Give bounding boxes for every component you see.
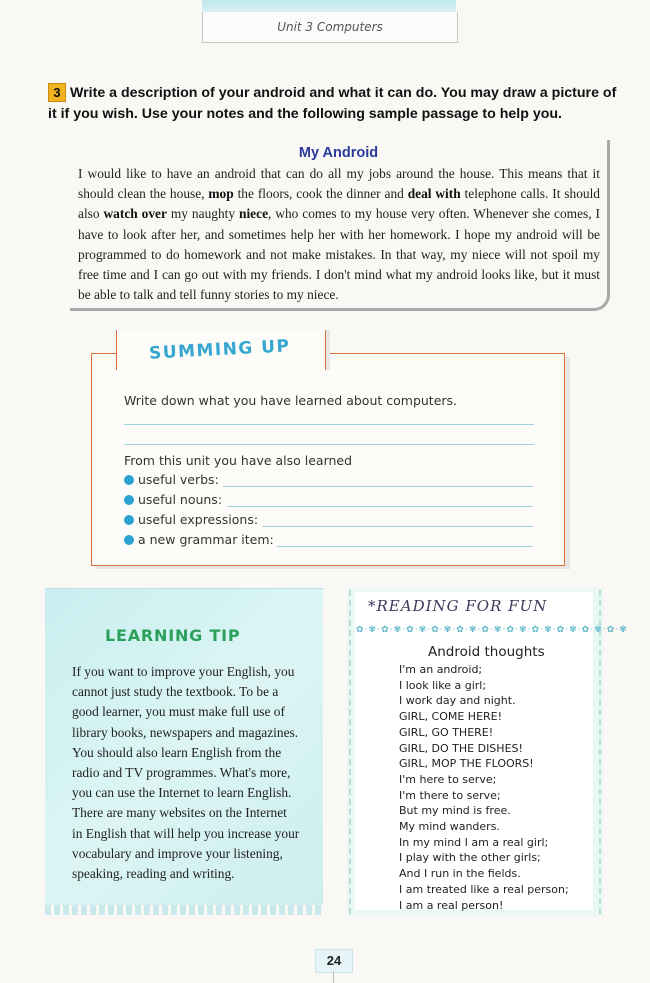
- answer-line[interactable]: [223, 486, 533, 487]
- answer-line[interactable]: [277, 546, 533, 547]
- tip-line: library books, newspapers and magazines.: [72, 724, 299, 740]
- summing-up-prompt: Write down what you have learned about computers.: [124, 393, 458, 408]
- task-text: Write a description of your android and what it can do. You may draw a picture of it if you wish. Use your notes and the following sample passage to help you.: [48, 85, 617, 122]
- poem-line: And I run in the fields.: [399, 867, 521, 881]
- task-instruction: [48, 83, 618, 125]
- summing-item-grammar: [124, 532, 274, 547]
- passage-text: the floors, cook the dinner and: [233, 186, 408, 202]
- tip-line: You should also learn English from the: [72, 744, 282, 760]
- header-decoration: [202, 0, 456, 12]
- poem-line: I am a real person!: [399, 898, 504, 912]
- passage-body: [78, 164, 600, 305]
- poem-line: GIRL, DO THE DISHES!: [399, 741, 523, 755]
- page-number: 24: [315, 949, 353, 973]
- poem-line: GIRL, GO THERE!: [399, 725, 494, 739]
- answer-line[interactable]: [227, 506, 533, 507]
- passage-text: , who comes to my house very often. Whenever she comes, I have to look after her, and sometimes help her with her homework. I hope my android will be programmed to do homework and not make mistakes. In that way, my niece will not spoil my free time and I can go out with my friends. I don't mind what my android looks like, but it must be able to talk and tell funny stories to my niece.: [78, 206, 600, 303]
- summing-item-expressions: [124, 512, 258, 527]
- reading-for-fun-title: *READING FOR FUN: [368, 597, 548, 615]
- poem-line: I look like a girl;: [399, 678, 487, 692]
- tip-line: you can use the Internet to learn English.: [72, 785, 292, 801]
- poem-line: But my mind is free.: [399, 804, 511, 818]
- passage-keyword: watch over: [103, 206, 167, 222]
- also-learned-label: From this unit you have also learned: [124, 453, 353, 468]
- poem-line: I'm an android;: [399, 663, 483, 676]
- answer-line[interactable]: [124, 444, 534, 445]
- poem-line: I'm there to serve;: [399, 788, 501, 802]
- item-label: useful expressions:: [138, 512, 259, 527]
- tip-line: radio and TV programmes. What's more,: [72, 765, 291, 781]
- tip-line: There are many websites on the Internet: [72, 805, 287, 821]
- poem-line: I play with the other girls;: [399, 851, 541, 865]
- passage-keyword: mop: [208, 186, 234, 202]
- sample-passage-box: [70, 140, 610, 311]
- poem-title: Android thoughts: [428, 644, 545, 660]
- poem-line: GIRL, MOP THE FLOORS!: [399, 757, 534, 771]
- summing-item-nouns: [124, 492, 222, 507]
- poem-line: I'm here to serve;: [399, 772, 497, 786]
- tip-line: vocabulary and improve your listening,: [72, 845, 283, 861]
- torn-edge-decoration: [45, 905, 323, 915]
- bullet-icon: [124, 475, 134, 485]
- passage-keyword: deal with: [407, 186, 461, 202]
- poem-line: I am treated like a real person;: [399, 882, 569, 896]
- poem-line: In my mind I am a real girl;: [399, 835, 549, 849]
- summing-up-title: SUMMING UP: [148, 336, 292, 364]
- bullet-icon: [124, 535, 134, 545]
- bullet-icon: [124, 515, 134, 525]
- passage-text: my naughty: [166, 206, 240, 222]
- summing-item-verbs: [124, 472, 219, 487]
- poem-line: GIRL, COME HERE!: [399, 710, 503, 724]
- passage-title: My Android: [298, 145, 379, 161]
- tip-line: in English that will help you increase your: [72, 825, 300, 841]
- tip-line: If you want to improve your English, you: [72, 664, 295, 679]
- poem-body: [399, 662, 569, 913]
- page-number-divider: [333, 971, 334, 983]
- learning-tip-title: LEARNING TIP: [105, 626, 241, 645]
- passage-text: I would like to have an android that can do all my jobs around the house. This means that it should clean the house,: [78, 166, 600, 202]
- bullet-icon: [124, 495, 134, 505]
- answer-line[interactable]: [124, 424, 534, 425]
- passage-text: telephone calls. It should also: [78, 186, 601, 222]
- passage-keyword: niece: [239, 206, 269, 222]
- unit-header: [202, 12, 458, 43]
- answer-line[interactable]: [262, 526, 533, 527]
- item-label: a new grammar item:: [138, 532, 274, 547]
- poem-line: I work day and night.: [399, 694, 516, 708]
- item-label: useful verbs:: [138, 472, 219, 487]
- tip-line: cannot just study the textbook. To be a: [72, 684, 279, 700]
- tip-line: speaking, reading and writing.: [72, 866, 235, 882]
- tip-line: good learner, you must make full use of: [72, 704, 285, 720]
- task-number-badge: 3: [48, 83, 66, 102]
- item-label: useful nouns:: [138, 492, 223, 507]
- learning-tip-body: [72, 662, 302, 884]
- flower-border-icon: ✿·✾·✿·✾·✿·✾·✿·✾·✿·✾·✿·✾·✿·✾·✿·✾·✿·✾·✿·✾·✿·✾: [356, 624, 628, 634]
- unit-title: Unit 3 Computers: [277, 20, 383, 34]
- poem-line: My mind wanders.: [399, 820, 500, 834]
